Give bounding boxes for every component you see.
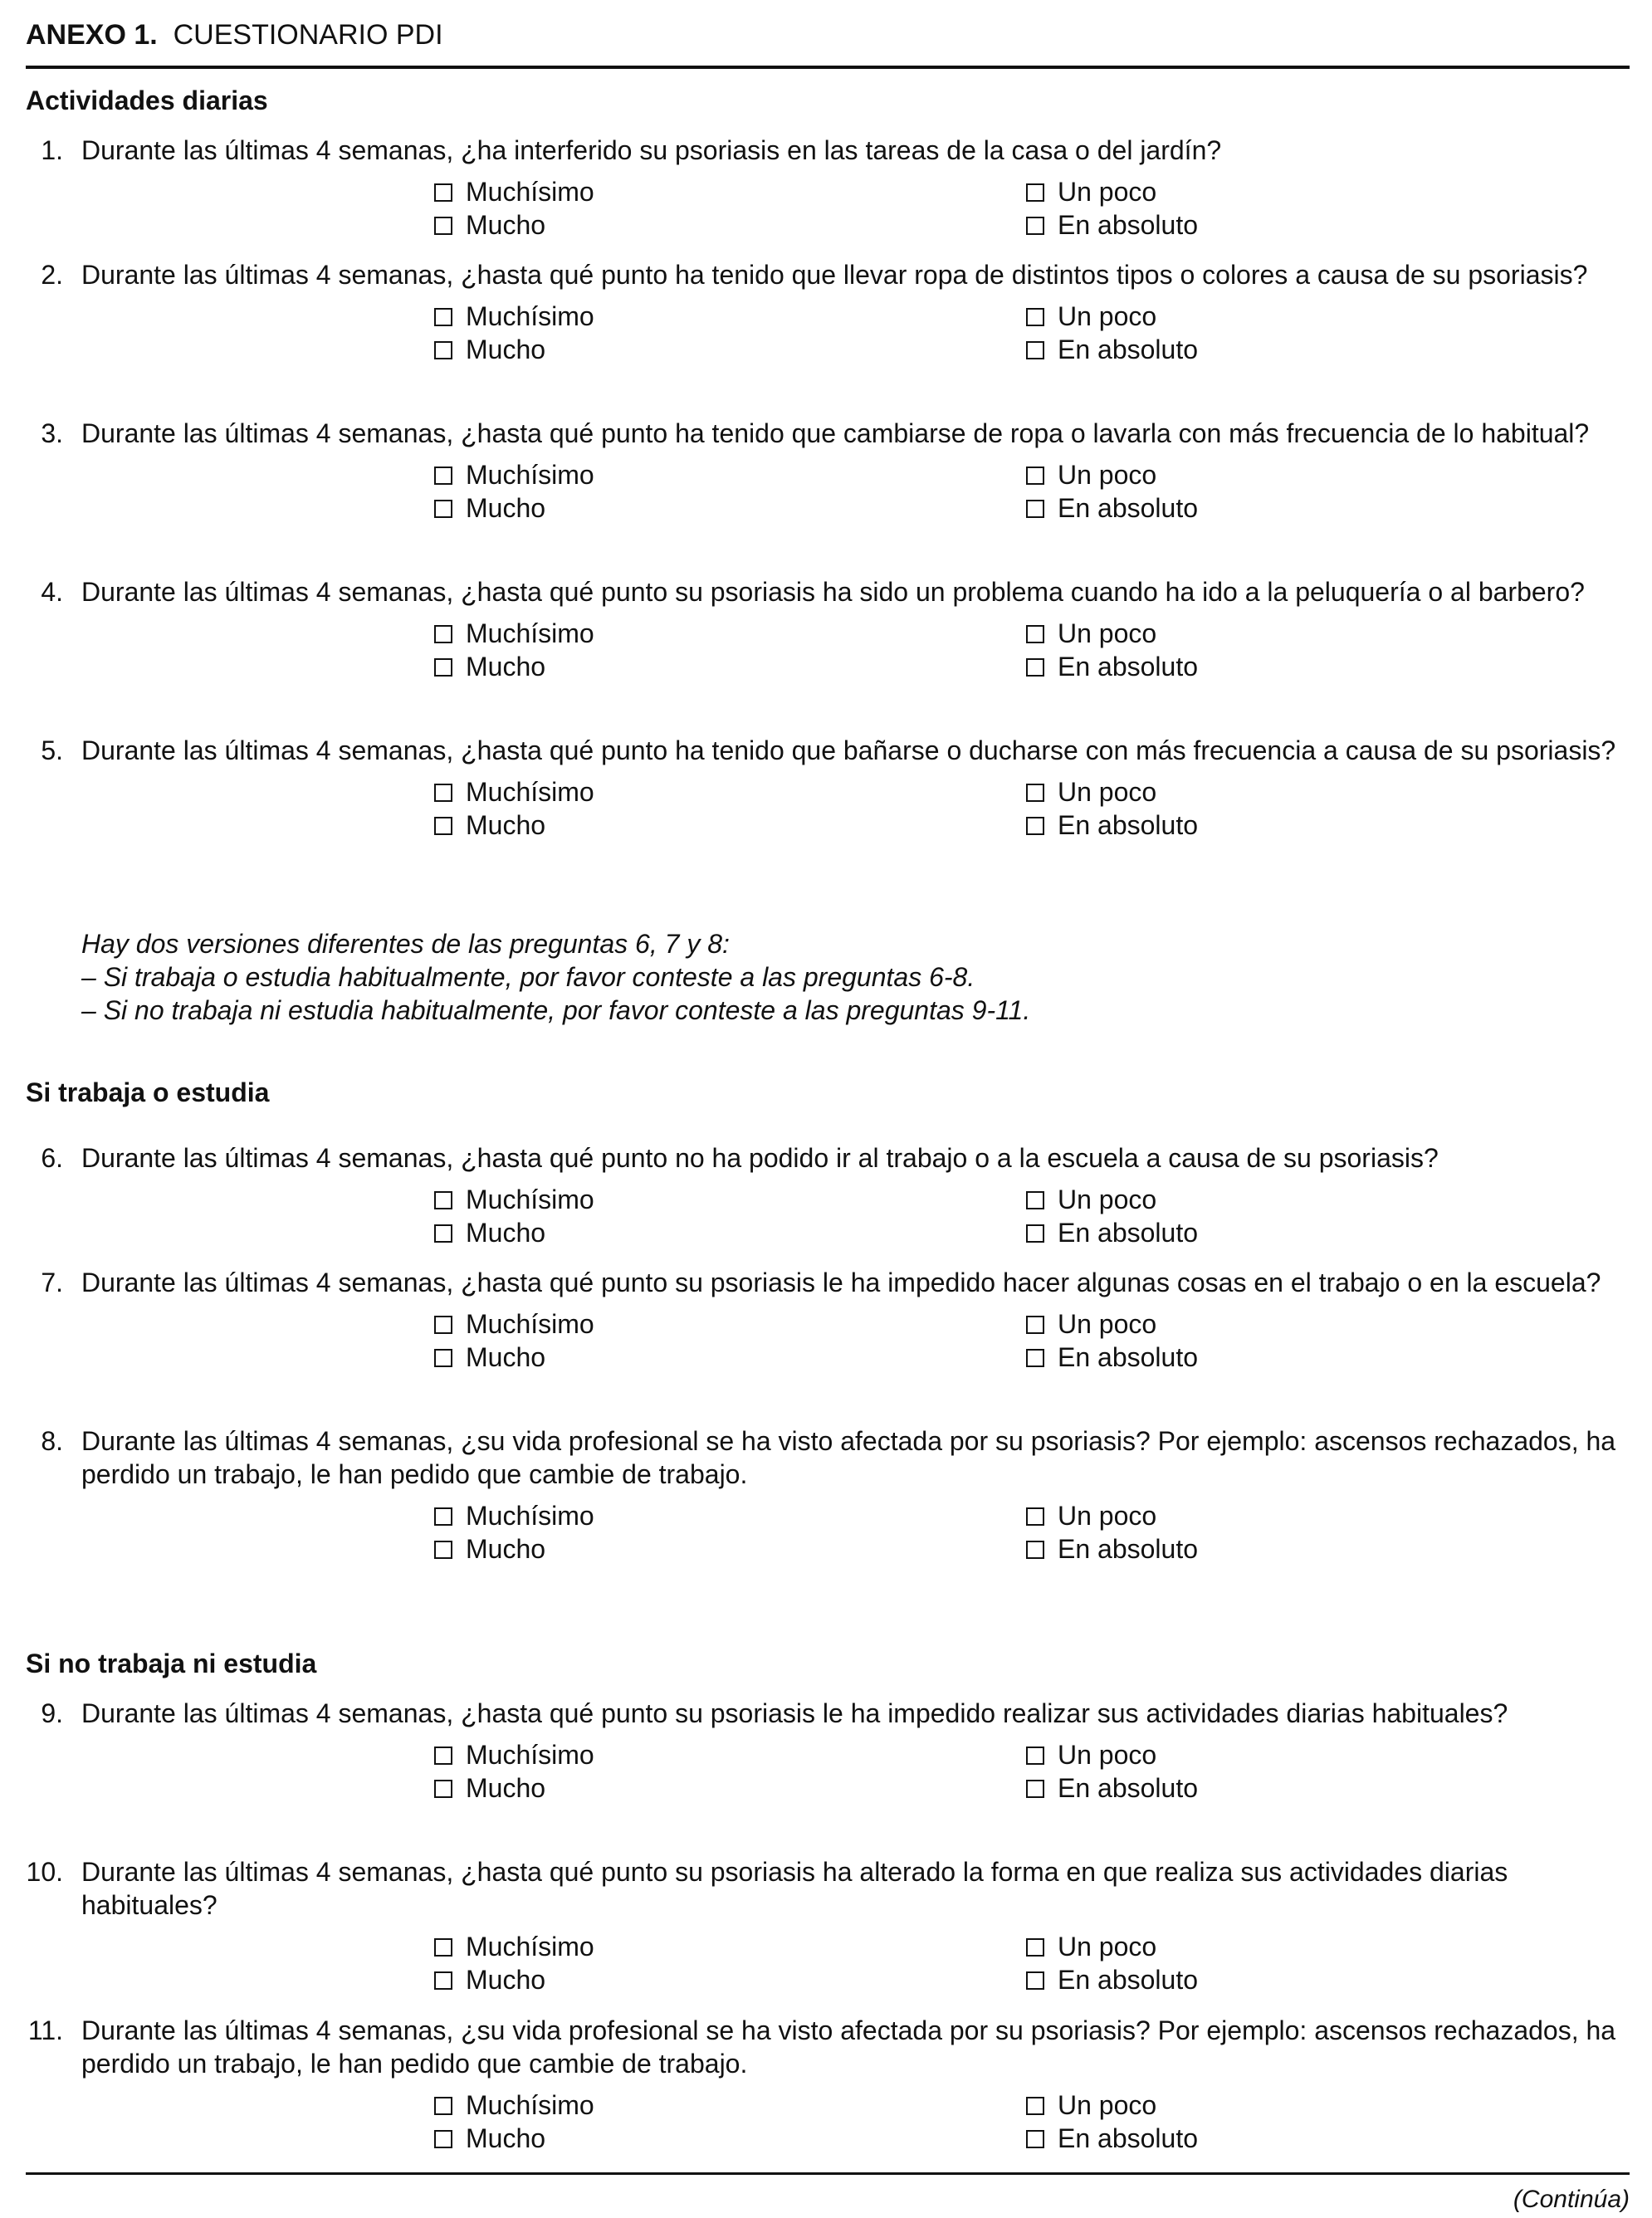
option-label: Un poco xyxy=(1058,1309,1157,1339)
option-label: En absoluto xyxy=(1058,1965,1199,1995)
option-en-absoluto[interactable] xyxy=(1026,650,1198,683)
option-label: En absoluto xyxy=(1058,1534,1199,1564)
continue-label: (Continúa) xyxy=(1513,2186,1630,2213)
checkbox-icon[interactable] xyxy=(1026,1541,1044,1559)
option-un-poco[interactable] xyxy=(1026,1738,1156,1771)
option-label: Mucho xyxy=(466,810,546,840)
option-mucho[interactable] xyxy=(434,1216,545,1249)
option-label: En absoluto xyxy=(1058,1342,1199,1372)
question-text: Durante las últimas 4 semanas, ¿hasta qué punto su psoriasis le ha impedido realizar sus actividades diarias habituales? xyxy=(81,1698,1508,1728)
option-label: Mucho xyxy=(466,652,546,682)
question-2 xyxy=(26,258,1630,366)
question-text: Durante las últimas 4 semanas, ¿hasta qué punto ha tenido que bañarse o ducharse con más frecuencia a causa de su psoriasis? xyxy=(81,735,1616,765)
option-label: Un poco xyxy=(1058,1185,1157,1214)
question-number: 5. xyxy=(41,735,63,765)
question-number: 4. xyxy=(41,577,63,607)
section-daily-activities: Actividades diarias xyxy=(26,85,268,115)
option-label: Un poco xyxy=(1058,301,1157,331)
option-label: Muchísimo xyxy=(466,460,594,490)
option-label: Un poco xyxy=(1058,1501,1157,1531)
question-text: Durante las últimas 4 semanas, ¿hasta qué punto su psoriasis ha alterado la forma en que realiza sus actividades diarias habituales? xyxy=(81,1857,1508,1920)
option-label: Un poco xyxy=(1058,1932,1157,1962)
question-number: 2. xyxy=(41,260,63,290)
question-8 xyxy=(26,1424,1630,1566)
checkbox-icon[interactable] xyxy=(1026,1971,1044,1990)
option-label: Muchísimo xyxy=(466,777,594,807)
answer-options xyxy=(26,1738,1630,1805)
question-text: Durante las últimas 4 semanas, ¿hasta qué punto no ha podido ir al trabajo o a la escuela a causa de su psoriasis? xyxy=(81,1143,1439,1173)
option-en-absoluto[interactable] xyxy=(1026,491,1198,525)
option-muchisimo[interactable] xyxy=(434,458,594,491)
question-text: Durante las últimas 4 semanas, ¿hasta qué punto ha tenido que llevar ropa de distintos tipos o colores a causa de su psoriasis? xyxy=(81,260,1588,290)
checkbox-icon[interactable] xyxy=(1026,2097,1044,2115)
checkbox-icon[interactable] xyxy=(434,467,452,485)
option-label: Un poco xyxy=(1058,460,1157,490)
question-1 xyxy=(26,134,1630,242)
question-11 xyxy=(26,2014,1630,2155)
checkbox-icon[interactable] xyxy=(1026,625,1044,643)
option-label: En absoluto xyxy=(1058,2123,1199,2153)
option-label: Mucho xyxy=(466,1218,546,1248)
checkbox-icon[interactable] xyxy=(434,1224,452,1243)
option-mucho[interactable] xyxy=(434,491,545,525)
option-un-poco[interactable] xyxy=(1026,175,1156,208)
answer-options xyxy=(26,1499,1630,1566)
option-un-poco[interactable] xyxy=(1026,458,1156,491)
note-line-1: Hay dos versiones diferentes de las preguntas 6, 7 y 8: xyxy=(81,929,730,959)
checkbox-icon[interactable] xyxy=(1026,467,1044,485)
option-un-poco[interactable] xyxy=(1026,1499,1156,1532)
option-un-poco[interactable] xyxy=(1026,775,1156,809)
question-4 xyxy=(26,575,1630,683)
option-label: Muchísimo xyxy=(466,177,594,207)
option-en-absoluto[interactable] xyxy=(1026,1771,1198,1805)
question-text: Durante las últimas 4 semanas, ¿hasta qué punto ha tenido que cambiarse de ropa o lavarla con más frecuencia de lo habitual? xyxy=(81,418,1590,448)
answer-options xyxy=(26,300,1630,366)
option-un-poco[interactable] xyxy=(1026,2089,1156,2122)
note-line-2: – Si trabaja o estudia habitualmente, por favor conteste a las preguntas 6-8. xyxy=(81,962,975,992)
question-number: 10. xyxy=(26,1857,63,1887)
checkbox-icon[interactable] xyxy=(434,1316,452,1334)
checkbox-icon[interactable] xyxy=(434,1938,452,1957)
answer-options xyxy=(26,1183,1630,1249)
checkbox-icon[interactable] xyxy=(434,1971,452,1990)
checkbox-icon[interactable] xyxy=(434,2130,452,2148)
option-label: Un poco xyxy=(1058,777,1157,807)
question-10 xyxy=(26,1855,1630,1996)
option-mucho[interactable] xyxy=(434,1341,545,1374)
question-number: 9. xyxy=(41,1698,63,1728)
question-number: 3. xyxy=(41,418,63,448)
question-number: 6. xyxy=(41,1143,63,1173)
question-number: 7. xyxy=(41,1268,63,1297)
checkbox-icon[interactable] xyxy=(434,1349,452,1367)
checkbox-icon[interactable] xyxy=(434,784,452,802)
option-label: En absoluto xyxy=(1058,652,1199,682)
checkbox-icon[interactable] xyxy=(1026,183,1044,202)
checkbox-icon[interactable] xyxy=(434,183,452,202)
checkbox-icon[interactable] xyxy=(1026,1349,1044,1367)
checkbox-icon[interactable] xyxy=(434,217,452,235)
option-label: Un poco xyxy=(1058,177,1157,207)
question-number: 8. xyxy=(41,1426,63,1456)
option-mucho[interactable] xyxy=(434,333,545,366)
option-label: Muchísimo xyxy=(466,1185,594,1214)
option-muchisimo[interactable] xyxy=(434,1930,594,1963)
option-label: Mucho xyxy=(466,1965,546,1995)
checkbox-icon[interactable] xyxy=(434,1191,452,1209)
annex-title: CUESTIONARIO PDI xyxy=(173,19,443,51)
option-un-poco[interactable] xyxy=(1026,1307,1156,1341)
checkbox-icon[interactable] xyxy=(1026,658,1044,677)
question-text: Durante las últimas 4 semanas, ¿su vida profesional se ha visto afectada por su psoriasis? Por ejemplo: ascensos rechazados, ha perdido un trabajo, le han pedido que cambie de trabajo. xyxy=(81,1426,1616,1489)
question-9 xyxy=(26,1697,1630,1805)
option-label: Mucho xyxy=(466,1342,546,1372)
option-label: En absoluto xyxy=(1058,335,1199,364)
option-mucho[interactable] xyxy=(434,1963,545,1996)
option-en-absoluto[interactable] xyxy=(1026,1341,1198,1374)
option-muchisimo[interactable] xyxy=(434,1183,594,1216)
option-label: Muchísimo xyxy=(466,1501,594,1531)
checkbox-icon[interactable] xyxy=(434,2097,452,2115)
option-muchisimo[interactable] xyxy=(434,1499,594,1532)
option-un-poco[interactable] xyxy=(1026,1183,1156,1216)
option-muchisimo[interactable] xyxy=(434,775,594,809)
question-5 xyxy=(26,734,1630,842)
option-muchisimo[interactable] xyxy=(434,617,594,650)
option-en-absoluto[interactable] xyxy=(1026,1216,1198,1249)
note-line-3: – Si no trabaja ni estudia habitualmente, por favor conteste a las preguntas 9-11. xyxy=(81,995,1031,1025)
option-label: Muchísimo xyxy=(466,301,594,331)
checkbox-icon[interactable] xyxy=(434,1747,452,1765)
checkbox-icon[interactable] xyxy=(434,1780,452,1798)
annex-header xyxy=(26,18,443,51)
option-label: Muchísimo xyxy=(466,1932,594,1962)
question-text: Durante las últimas 4 semanas, ¿hasta qué punto su psoriasis ha sido un problema cuando ha ido a la peluquería o al barbero? xyxy=(81,577,1585,607)
option-muchisimo[interactable] xyxy=(434,1307,594,1341)
option-label: Un poco xyxy=(1058,2090,1157,2120)
question-number: 11. xyxy=(27,2015,63,2045)
checkbox-icon[interactable] xyxy=(1026,1780,1044,1798)
option-un-poco[interactable] xyxy=(1026,1930,1156,1963)
question-number: 1. xyxy=(41,135,63,165)
option-label: Mucho xyxy=(466,335,546,364)
checkbox-icon[interactable] xyxy=(434,1541,452,1559)
checkbox-icon[interactable] xyxy=(1026,1507,1044,1526)
checkbox-icon[interactable] xyxy=(1026,1316,1044,1334)
checkbox-icon[interactable] xyxy=(1026,1747,1044,1765)
checkbox-icon[interactable] xyxy=(434,625,452,643)
top-rule xyxy=(26,66,1630,69)
checkbox-icon[interactable] xyxy=(1026,2130,1044,2148)
option-label: Mucho xyxy=(466,210,546,240)
option-label: Mucho xyxy=(466,2123,546,2153)
option-label: Muchísimo xyxy=(466,1309,594,1339)
option-muchisimo[interactable] xyxy=(434,2089,594,2122)
option-mucho[interactable] xyxy=(434,650,545,683)
option-label: Un poco xyxy=(1058,618,1157,648)
question-6 xyxy=(26,1141,1630,1249)
checkbox-icon[interactable] xyxy=(434,817,452,835)
option-label: En absoluto xyxy=(1058,210,1199,240)
answer-options xyxy=(26,1930,1630,1996)
option-label: Muchísimo xyxy=(466,618,594,648)
option-label: Un poco xyxy=(1058,1740,1157,1770)
checkbox-icon[interactable] xyxy=(434,1507,452,1526)
answer-options xyxy=(26,458,1630,525)
option-label: Mucho xyxy=(466,493,546,523)
option-label: Mucho xyxy=(466,1773,546,1803)
answer-options xyxy=(26,1307,1630,1374)
checkbox-icon[interactable] xyxy=(434,308,452,326)
option-muchisimo[interactable] xyxy=(434,300,594,333)
section-work-study: Si trabaja o estudia xyxy=(26,1077,270,1107)
option-mucho[interactable] xyxy=(434,1771,545,1805)
question-3 xyxy=(26,417,1630,525)
option-label: En absoluto xyxy=(1058,810,1199,840)
option-mucho[interactable] xyxy=(434,208,545,242)
option-label: En absoluto xyxy=(1058,1218,1199,1248)
option-mucho[interactable] xyxy=(434,2122,545,2155)
option-muchisimo[interactable] xyxy=(434,175,594,208)
option-label: En absoluto xyxy=(1058,493,1199,523)
option-en-absoluto[interactable] xyxy=(1026,333,1198,366)
checkbox-icon[interactable] xyxy=(1026,341,1044,359)
checkbox-icon[interactable] xyxy=(434,341,452,359)
option-en-absoluto[interactable] xyxy=(1026,809,1198,842)
option-un-poco[interactable] xyxy=(1026,617,1156,650)
section-no-work-study: Si no trabaja ni estudia xyxy=(26,1649,317,1678)
answer-options xyxy=(26,175,1630,242)
checkbox-icon[interactable] xyxy=(1026,500,1044,518)
answer-options xyxy=(26,617,1630,683)
bottom-rule xyxy=(26,2172,1630,2175)
checkbox-icon[interactable] xyxy=(1026,1191,1044,1209)
option-label: Muchísimo xyxy=(466,2090,594,2120)
checkbox-icon[interactable] xyxy=(1026,308,1044,326)
checkbox-icon[interactable] xyxy=(1026,217,1044,235)
annex-label: ANEXO 1. xyxy=(26,19,158,51)
option-un-poco[interactable] xyxy=(1026,300,1156,333)
checkbox-icon[interactable] xyxy=(434,500,452,518)
checkbox-icon[interactable] xyxy=(1026,817,1044,835)
question-text: Durante las últimas 4 semanas, ¿su vida profesional se ha visto afectada por su psoriasis? Por ejemplo: ascensos rechazados, ha perdido un trabajo, le han pedido que cambie de trabajo. xyxy=(81,2015,1616,2079)
answer-options xyxy=(26,2089,1630,2155)
option-mucho[interactable] xyxy=(434,1532,545,1566)
checkbox-icon[interactable] xyxy=(1026,1938,1044,1957)
option-label: Muchísimo xyxy=(466,1740,594,1770)
option-en-absoluto[interactable] xyxy=(1026,1963,1198,1996)
option-en-absoluto[interactable] xyxy=(1026,1532,1198,1566)
answer-options xyxy=(26,775,1630,842)
option-en-absoluto[interactable] xyxy=(1026,208,1198,242)
question-text: Durante las últimas 4 semanas, ¿ha interferido su psoriasis en las tareas de la casa o del jardín? xyxy=(81,135,1222,165)
option-label: Mucho xyxy=(466,1534,546,1564)
option-muchisimo[interactable] xyxy=(434,1738,594,1771)
option-en-absoluto[interactable] xyxy=(1026,2122,1198,2155)
question-text: Durante las últimas 4 semanas, ¿hasta qué punto su psoriasis le ha impedido hacer algunas cosas en el trabajo o en la escuela? xyxy=(81,1268,1601,1297)
question-7 xyxy=(26,1266,1630,1374)
checkbox-icon[interactable] xyxy=(1026,1224,1044,1243)
checkbox-icon[interactable] xyxy=(434,658,452,677)
checkbox-icon[interactable] xyxy=(1026,784,1044,802)
option-mucho[interactable] xyxy=(434,809,545,842)
option-label: En absoluto xyxy=(1058,1773,1199,1803)
